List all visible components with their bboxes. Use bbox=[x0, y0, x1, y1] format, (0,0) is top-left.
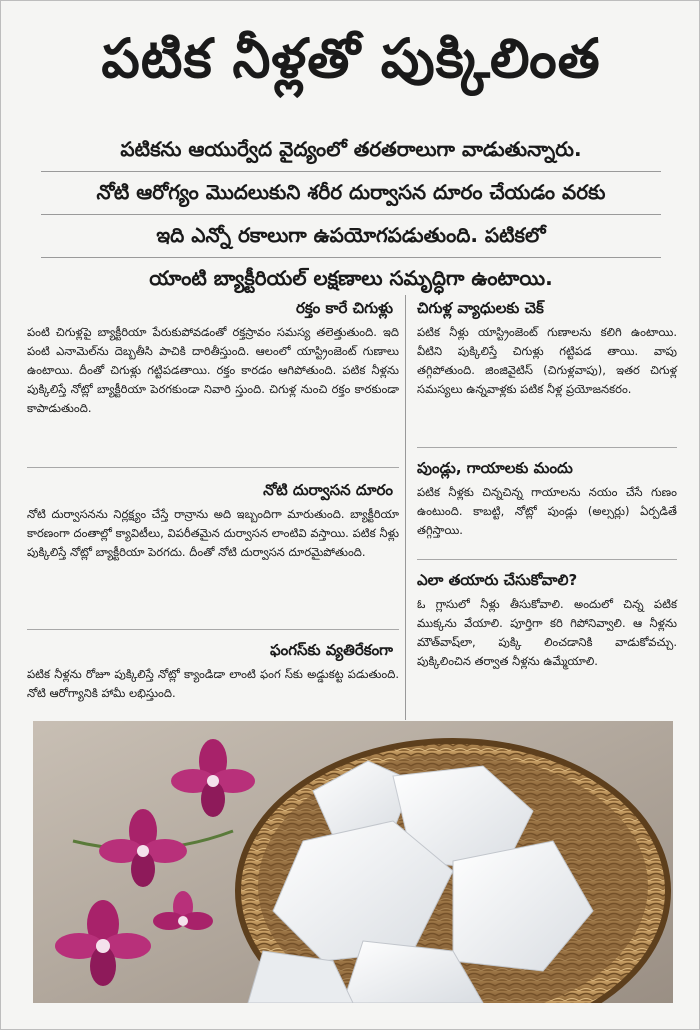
photo-illustration bbox=[33, 721, 673, 1003]
section-divider bbox=[27, 629, 399, 630]
section-preparation bbox=[417, 569, 677, 671]
section-body: ఓ గ్లాసులో నీళ్లు తీసుకోవాలి. అందులో చిన్న పటిక ముక్కను వేయాలి. పూర్తిగా కరి గిపోనివ్వాలి. ఆ నీళ్లను మౌత్‌వాష్‌లా, పుక్కి లించడానికి వాడుకోవచ్చు. పుక్కిలించిన తర్వాత నీళ్లను ఉమ్మేయాలి. bbox=[417, 597, 677, 668]
section-body: పంటి చిగుళ్లపై బ్యాక్టీరియా పేరుకుపోవడంతో రక్తస్రావం సమస్య తలెత్తుతుంది. ఇది పంటి ఎనామెల్‌ను దెబ్బతీసి పాచికి దారితీస్తుంది. ఆలంలో యాస్ట్రింజెంట్ గుణాలు ఉంటాయి. దీంతో చిగుళ్లు గట్టిపడతాయి. రక్తం కారడం ఆగిపోతుంది. పటిక నీళ్లను పుక్కిలిస్తే నోట్లో బ్యాక్టీరియా పెరగకుండా నివారి స్తుంది. చిగుళ్ల నుంచి రక్తం కారకుండా కాపాడుతుంది. bbox=[27, 325, 399, 415]
section-title: ఫంగస్‌కు వ్యతిరేకంగా bbox=[269, 641, 393, 659]
section-title: పుండ్లు, గాయాలకు మందు bbox=[417, 459, 573, 477]
intro-line: నోటి ఆరోగ్యం మొదలుకుని శరీర దుర్వాసన దూరం చేయడం వరకు bbox=[41, 172, 661, 215]
section-body: పటిక నీళ్లను రోజూ పుక్కిలిస్తే నోట్లో క్యాండిడా లాంటి ఫంగ స్‌కు అడ్డుకట్ట పడుతుంది. నోటి ఆరోగ్యానికి హామీ లభిస్తుంది. bbox=[27, 667, 399, 700]
section-bleeding-gums bbox=[27, 297, 399, 418]
column-divider bbox=[405, 295, 406, 720]
section-divider bbox=[417, 559, 677, 560]
section-title: చిగుళ్ల వ్యాధులకు చెక్ bbox=[417, 299, 544, 317]
section-bad-breath bbox=[27, 479, 399, 562]
intro-line: ఇది ఎన్నో రకాలుగా ఉపయోగపడుతుంది. పటికలో bbox=[41, 215, 661, 258]
intro-block bbox=[41, 129, 661, 300]
section-sores bbox=[417, 457, 677, 540]
section-divider bbox=[417, 447, 677, 448]
intro-line: పటికను ఆయుర్వేద వైద్యంలో తరతరాలుగా వాడుతున్నారు. bbox=[41, 129, 661, 172]
section-divider bbox=[27, 467, 399, 468]
section-title: నోటి దుర్వాసన దూరం bbox=[263, 481, 393, 499]
section-title: రక్తం కారే చిగుళ్లు bbox=[295, 299, 393, 317]
section-body: పటిక నీళ్లు యాస్ట్రింజెంట్ గుణాలను కలిగి ఉంటాయి. వీటిని పుక్కిలిస్తే చిగుళ్లు గట్టిపడ తాయి. వాపు తగ్గిపోతుంది. జింజివైటిస్ (చిగుళ్లవాపు), ఇతర చిగుళ్ల సమస్యలు ఉన్నవాళ్లకు పటిక నీళ్ల ప్రయోజనకరం. bbox=[417, 325, 677, 396]
section-fungus bbox=[27, 639, 399, 703]
intro-line: యాంటి బ్యాక్టీరియల్ లక్షణాలు సమృద్ధిగా ఉంటాయి. bbox=[149, 266, 553, 290]
alum-basket-photo bbox=[33, 721, 673, 1003]
section-body: నోటి దుర్వాసనను నిర్లక్ష్యం చేస్తే రాన్రాను అది ఇబ్బందిగా మారుతుంది. బ్యాక్టీరియా కారణంగా దంతాల్లో క్యావిటీలు, విపరీతమైన దుర్వాసన లాంటివి వస్తాయి. పటిక నీళ్లు పుక్కిలిస్తే నోట్లో బ్యాక్టీరియా పెరగదు. దీంతో నోటి దుర్వాసన దూరమైపోతుంది. bbox=[27, 507, 399, 559]
headline: పటిక నీళ్లతో పుక్కిలింత bbox=[101, 27, 601, 90]
section-gum-disease bbox=[417, 297, 677, 399]
section-title: ఎలా తయారు చేసుకోవాలి? bbox=[417, 571, 578, 589]
section-body: పటిక నీళ్లకు చిన్నచిన్న గాయాలను నయం చేసే గుణం ఉంటుంది. కాబట్టి, నోట్లో పుండ్లు (అల్సర్లు) ఏర్పడితే తగ్గిస్తాయి. bbox=[417, 485, 677, 537]
